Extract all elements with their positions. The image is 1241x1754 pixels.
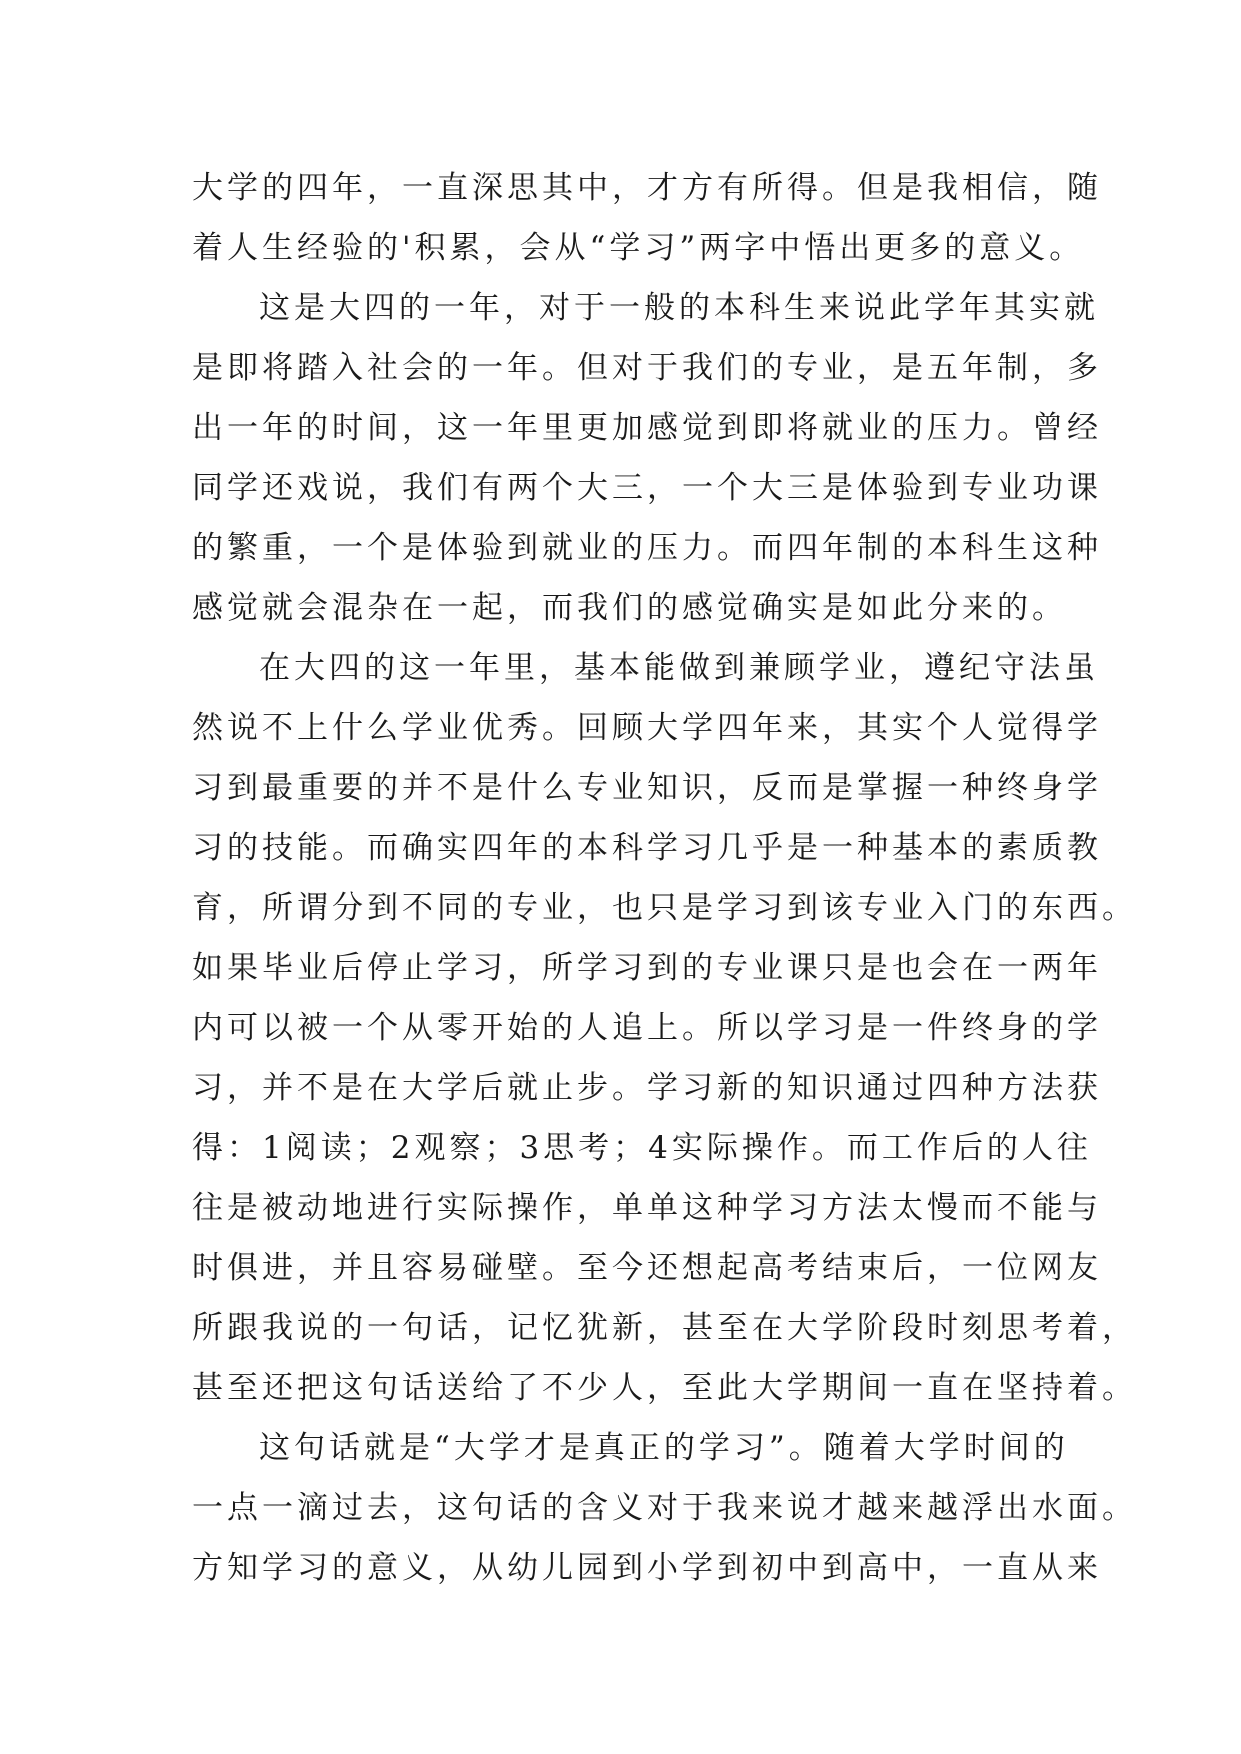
- text-line: 这是大四的一年，对于一般的本科生来说此学年其实就: [259, 290, 1099, 326]
- text-line: 出一年的时间，这一年里更加感觉到即将就业的压力。曾经: [192, 410, 1102, 446]
- text-line: 育，所谓分到不同的专业，也只是学习到该专业入门的东西。: [192, 890, 1137, 926]
- text-line: 甚至还把这句话送给了不少人，至此大学期间一直在坚持着。: [192, 1370, 1137, 1406]
- text-line: 在大四的这一年里，基本能做到兼顾学业，遵纪守法虽: [259, 650, 1099, 686]
- text-line: 同学还戏说，我们有两个大三，一个大三是体验到专业功课: [192, 470, 1102, 506]
- text-line: 着人生经验的'积累，会从“学习”两字中悟出更多的意义。: [192, 230, 1085, 266]
- text-line: 方知学习的意义，从幼儿园到小学到初中到高中，一直从来: [192, 1550, 1102, 1586]
- text-line: 然说不上什么学业优秀。回顾大学四年来，其实个人觉得学: [192, 710, 1102, 746]
- text-line: 习，并不是在大学后就止步。学习新的知识通过四种方法获: [192, 1070, 1102, 1106]
- text-line: 习的技能。而确实四年的本科学习几乎是一种基本的素质教: [192, 830, 1102, 866]
- text-line: 往是被动地进行实际操作，单单这种学习方法太慢而不能与: [192, 1190, 1102, 1226]
- text-line: 一点一滴过去，这句话的含义对于我来说才越来越浮出水面。: [192, 1490, 1137, 1526]
- text-line: 大学的四年，一直深思其中，才方有所得。但是我相信，随: [192, 170, 1102, 206]
- text-line: 内可以被一个从零开始的人追上。所以学习是一件终身的学: [192, 1010, 1102, 1046]
- text-line: 的繁重，一个是体验到就业的压力。而四年制的本科生这种: [192, 530, 1102, 566]
- text-line: 如果毕业后停止学习，所学习到的专业课只是也会在一两年: [192, 950, 1102, 986]
- text-line: 得：1阅读；2观察；3思考；4实际操作。而工作后的人往: [192, 1130, 1092, 1166]
- text-line: 习到最重要的并不是什么专业知识，反而是掌握一种终身学: [192, 770, 1102, 806]
- text-line: 是即将踏入社会的一年。但对于我们的专业，是五年制，多: [192, 350, 1102, 386]
- text-line: 感觉就会混杂在一起，而我们的感觉确实是如此分来的。: [192, 590, 1067, 626]
- text-line: 所跟我说的一句话，记忆犹新，甚至在大学阶段时刻思考着，: [192, 1310, 1137, 1346]
- document-body: [192, 158, 1137, 1598]
- text-line: 时俱进，并且容易碰壁。至今还想起高考结束后，一位网友: [192, 1250, 1102, 1286]
- text-line: 这句话就是“大学才是真正的学习”。随着大学时间的: [259, 1430, 1069, 1466]
